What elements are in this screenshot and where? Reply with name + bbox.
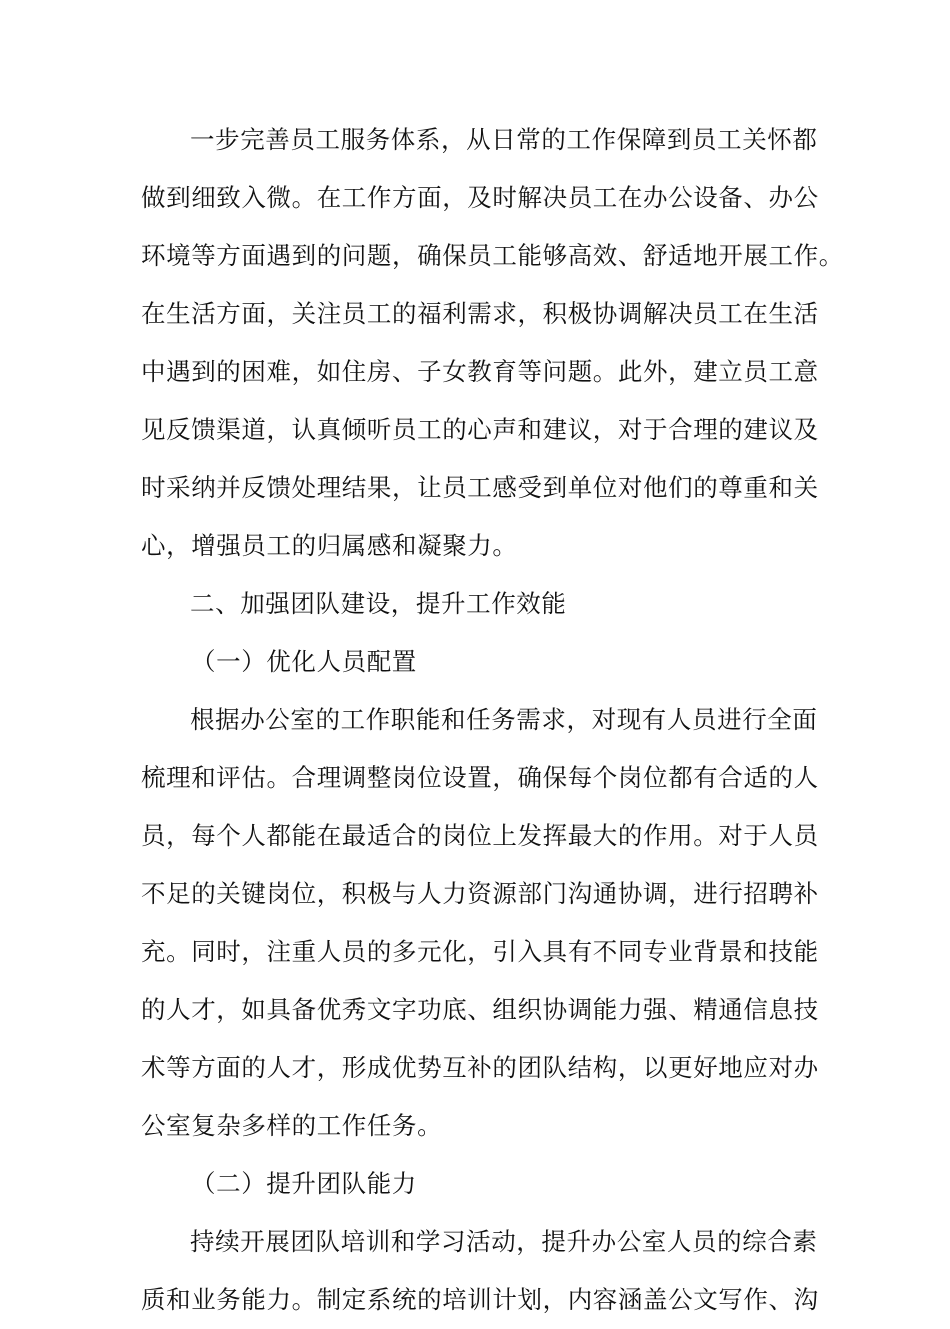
paragraph-1 — [141, 111, 844, 575]
paragraph-line: 根据办公室的工作职能和任务需求，对现有人员进行全面 — [190, 705, 818, 734]
paragraph-line: 一步完善员工服务体系，从日常的工作保障到员工关怀都 — [190, 125, 818, 154]
paragraph-line: 时采纳并反馈处理结果，让员工感受到单位对他们的尊重和关 — [141, 473, 819, 502]
paragraph-line: 环境等方面遇到的问题，确保员工能够高效、舒适地开展工作。 — [141, 241, 844, 270]
paragraph-line: 做到细致入微。在工作方面，及时解决员工在办公设备、办公 — [141, 183, 819, 212]
paragraph-line: 见反馈渠道，认真倾听员工的心声和建议，对于合理的建议及 — [141, 415, 819, 444]
paragraph-3 — [141, 1213, 821, 1329]
paragraph-line: 员，每个人都能在最适合的岗位上发挥最大的作用。对于人员 — [141, 821, 819, 850]
paragraph-line: 梳理和评估。合理调整岗位设置，确保每个岗位都有合适的人 — [141, 763, 819, 792]
subsection-heading: （一）优化人员配置 — [191, 647, 417, 676]
document-body — [141, 111, 844, 1329]
paragraph-line: 在生活方面，关注员工的福利需求，积极协调解决员工在生活 — [141, 299, 819, 328]
paragraph-line: 术等方面的人才，形成优势互补的团队结构，以更好地应对办 — [141, 1053, 819, 1082]
paragraph-line: 公室复杂多样的工作任务。 — [141, 1111, 443, 1140]
paragraph-line: 持续开展团队培训和学习活动，提升办公室人员的综合素 — [190, 1227, 818, 1256]
paragraph-line: 不足的关键岗位，积极与人力资源部门沟通协调，进行招聘补 — [141, 879, 819, 908]
paragraph-line: 心，增强员工的归属感和凝聚力。 — [141, 531, 518, 560]
paragraph-2 — [141, 691, 821, 1155]
paragraph-line: 充。同时，注重人员的多元化，引入具有不同专业背景和技能 — [141, 937, 819, 966]
subsection-heading: （二）提升团队能力 — [191, 1169, 417, 1198]
section-heading: 二、加强团队建设，提升工作效能 — [190, 589, 567, 618]
paragraph-line: 质和业务能力。制定系统的培训计划，内容涵盖公文写作、沟 — [141, 1285, 819, 1314]
paragraph-line: 中遇到的困难，如住房、子女教育等问题。此外，建立员工意 — [141, 357, 819, 386]
paragraph-line: 的人才，如具备优秀文字功底、组织协调能力强、精通信息技 — [141, 995, 819, 1024]
